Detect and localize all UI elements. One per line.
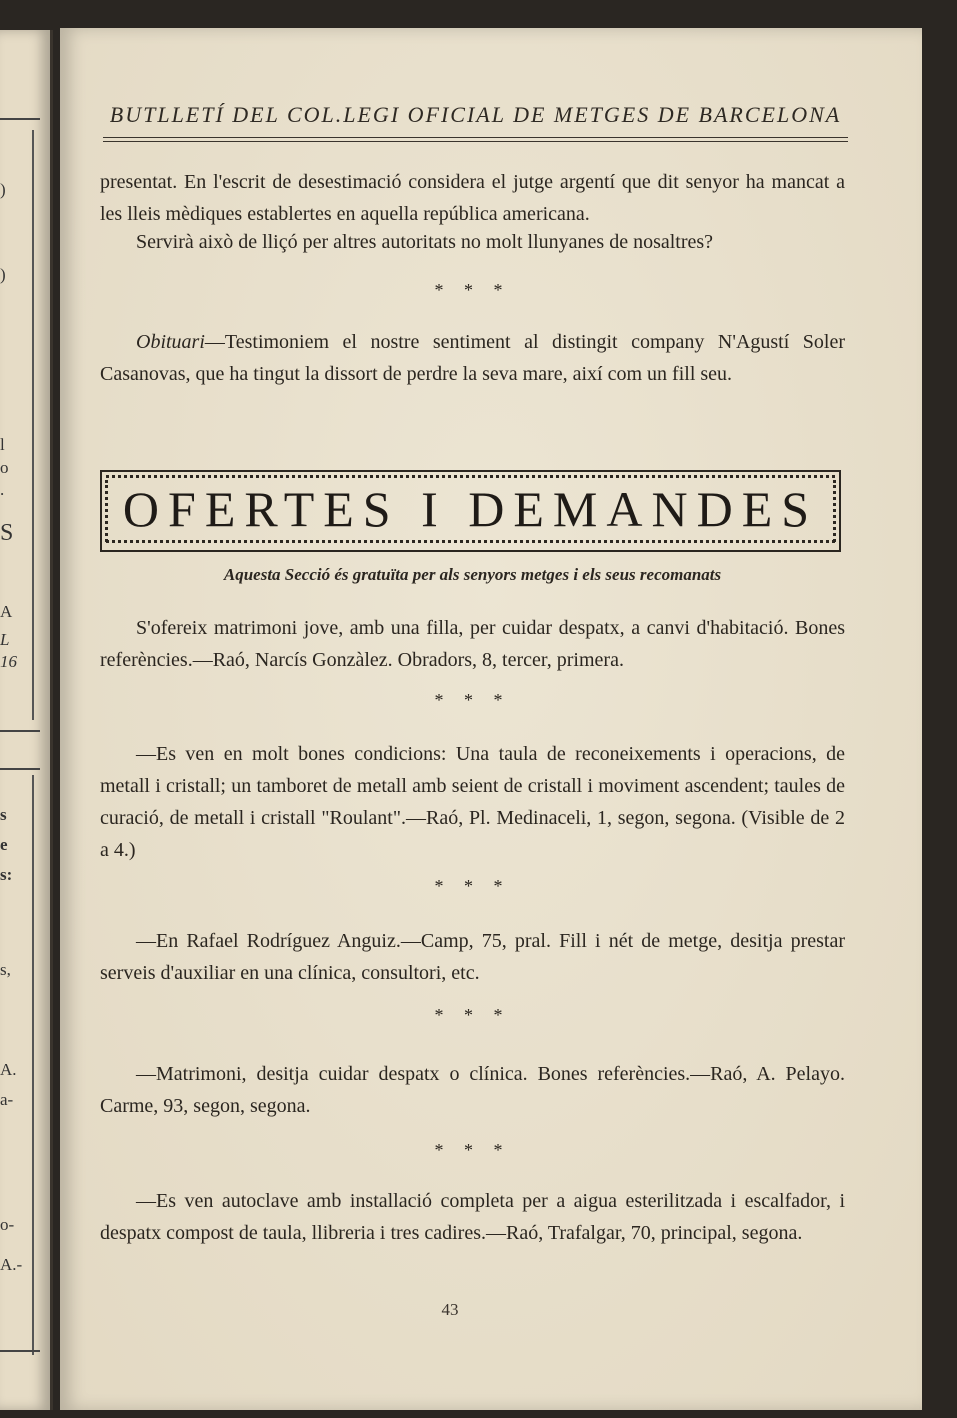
classified-ad: —En Rafael Rodríguez Anguiz.—Camp, 75, pral. Fill i nét de metge, desitja prestar serveis d'auxiliar en una clínica, consultori, etc. xyxy=(100,930,845,984)
ad-separator: * * * xyxy=(434,1005,511,1025)
page-number: 43 xyxy=(441,1300,459,1319)
section-subtitle: Aquesta Secció és gratuïta per als senyors metges i els seus recomanats xyxy=(223,565,722,584)
frame-border xyxy=(32,130,34,720)
ornament-wave xyxy=(0,730,40,732)
text-fragment: ) xyxy=(0,265,6,284)
text-fragment: s xyxy=(0,805,7,824)
section-banner xyxy=(100,470,841,552)
text-fragment: s, xyxy=(0,960,11,979)
header-rule xyxy=(103,137,848,138)
ad-separator: * * * xyxy=(434,690,511,710)
running-header: BUTLLETÍ DEL COL.LEGI OFICIAL DE METGES DE BARCELONA xyxy=(109,102,842,127)
classified-ad: —Es ven autoclave amb installació completa per a aigua esterilitzada i escalfador, i despatx compost de taula, llibreria i tres cadires.—Raó, Trafalgar, 70, principal, segona. xyxy=(100,1190,845,1244)
text-fragment: S xyxy=(0,520,14,546)
classified-ad: —Es ven en molt bones condicions: Una taula de reconeixements i operacions, de metall i cristall; un tamboret de metall amb seient de cristall i moviment ascendent; taules de curació, de metall i cristall "Roulant".—Raó, Pl. Medinaceli, 1, segon, segona. (Visible de 2 a 4.) xyxy=(100,743,845,861)
ad-separator: * * * xyxy=(434,1140,511,1160)
text-fragment: A xyxy=(0,602,13,621)
obituary-label: Obituari xyxy=(136,331,205,353)
text-fragment: l xyxy=(0,435,5,454)
text-fragment: o xyxy=(0,458,9,477)
text-fragment: e xyxy=(0,835,8,854)
text-fragment: A.- xyxy=(0,1255,23,1274)
section-separator: * * * xyxy=(434,280,511,300)
text-fragment: 16 xyxy=(0,652,17,671)
ornament-wave xyxy=(0,118,40,120)
ad-separator: * * * xyxy=(434,876,511,896)
ornament-wave xyxy=(0,768,40,770)
text-fragment: o- xyxy=(0,1215,15,1234)
header-rule xyxy=(103,141,848,142)
banner-dotted-border xyxy=(106,540,835,547)
text-fragment: s: xyxy=(0,865,13,884)
intro-question: Servirà això de lliçó per altres autoritats no molt llunyanes de nosaltres? xyxy=(136,231,714,253)
text-fragment: L xyxy=(0,630,10,649)
section-title: OFERTES I DEMANDES xyxy=(122,481,819,537)
frame-border xyxy=(32,775,34,1355)
text-fragment: ) xyxy=(0,180,6,199)
adjacent-page-edge xyxy=(0,30,53,1410)
intro-paragraph: presentat. En l'escrit de desestimació considera el jutge argentí que dit senyor ha mancat a les lleis mèdiques establertes en aquella república americana. xyxy=(100,171,845,225)
obituary-paragraph xyxy=(100,326,845,390)
ornament-wave xyxy=(0,1350,40,1352)
text-fragment: a- xyxy=(0,1090,14,1109)
classified-ad: —Matrimoni, desitja cuidar despatx o clínica. Bones referències.—Raó, A. Pelayo. Carme, 93, segon, segona. xyxy=(100,1063,845,1117)
text-fragment: A. xyxy=(0,1060,17,1079)
classified-ad: S'ofereix matrimoni jove, amb una filla, per cuidar despatx, a canvi d'habitació. Bones referències.—Raó, Narcís Gonzàlez. Obradors, 8, tercer, primera. xyxy=(100,617,845,671)
text-fragment: . xyxy=(0,480,5,499)
obituary-text: —Testimoniem el nostre sentiment al distingit company N'Agustí Soler Casanovas, que ha tingut la dissort de perdre la seva mare, així com un fill seu. xyxy=(100,331,845,385)
